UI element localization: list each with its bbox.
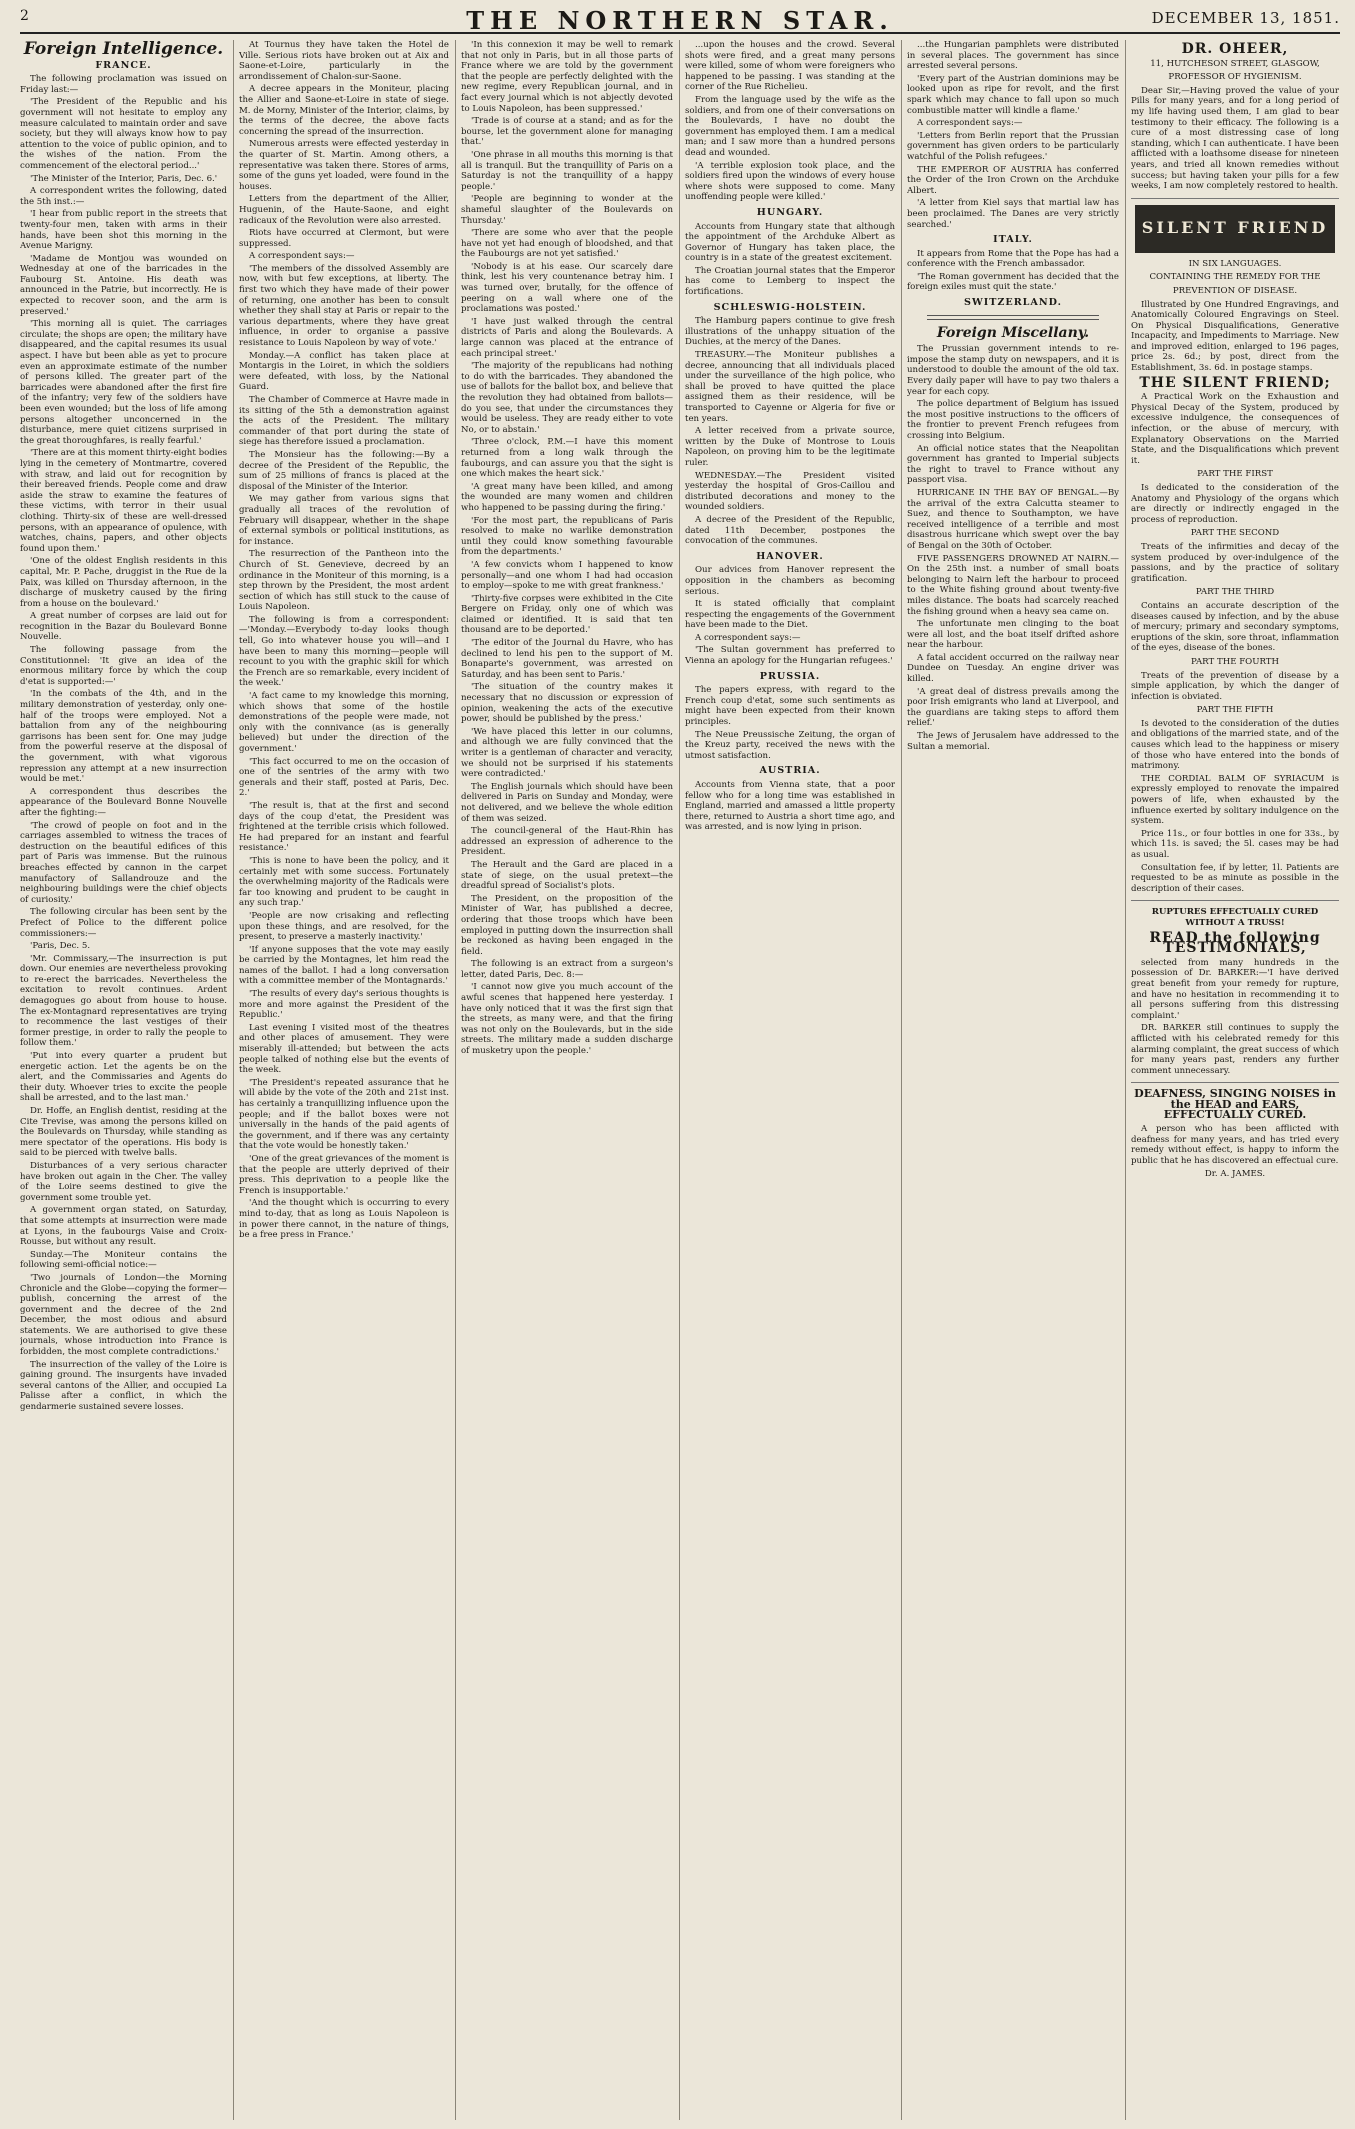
ad-body: Dear Sir,—Having proved the value of your Pills for many years, and for a long period of my life having used them, I am glad to bear testimony to their efficacy. The following is a cure of a most distressing case of long standing, which I can authenticate. I have been afflicted with a loathsome disease for nineteen years, and tried all known remedies without success; but having taken your pills for a few weeks, I am now completely restored to health. bbox=[1131, 85, 1339, 192]
paragraph: Accounts from Vienna state, that a poor fellow who for a long time was established in England, married and amassed a little property there, returned to Austria a short time ago, and was arrested, and is now lying in prison. bbox=[685, 780, 895, 833]
paragraph: Last evening I visited most of the theatres and other places of amusement. They were miserably ill-attended; but between the acts people talked of nothing else but the events of the week. bbox=[239, 1022, 449, 1076]
ad-body: Price 11s., or four bottles in one for 33s., by which 11s. is saved; the 5l. cases may be had as usual. bbox=[1131, 828, 1339, 860]
divider bbox=[1131, 900, 1339, 901]
paragraph: From the language used by the wife as the soldiers, and from one of their conversations on the Boulevards, I have no doubt the government has employed them. I am a medical man; and I saw more than a hundred persons dead and wounded. bbox=[685, 94, 895, 158]
ad-part-heading: PART THE THIRD bbox=[1195, 587, 1275, 598]
paragraph: The resurrection of the Pantheon into the Church of St. Genevieve, decreed by an ordinance in the Moniteur of this morning, is a step thrown by the President, the most ardent section of which has still stuck to the cause of Louis Napoleon. bbox=[239, 549, 449, 613]
paragraph: Accounts from Hungary state that although the appointment of the Archduke Albert as Governor of Hungary has taken place, the country is in a state of the greatest excitement. bbox=[685, 221, 895, 264]
divider bbox=[1131, 198, 1339, 199]
paragraph: ...the Hungarian pamphlets were distributed in several places. The government has since arrested several persons. bbox=[907, 40, 1119, 72]
paragraph: The Hamburg papers continue to give fresh illustrations of the unhappy situation of the Duchies, at the mercy of the Danes. bbox=[685, 316, 895, 348]
paragraph: 'Two journals of London—the Morning Chronicle and the Globe—copying the former—publish, concerning the arrest of the government and the decree of the 2nd December, the most odious and absurd statements. We are authorised to give these journals, whose introduction into France is forbidden, the most complete contradictions.' bbox=[20, 1272, 227, 1358]
paragraph: 'I hear from public report in the streets that twenty-four men, taken with arms in their hands, have been shot this morning in the Avenue Marigny. bbox=[20, 209, 227, 252]
column-rule bbox=[901, 40, 902, 2120]
column-rule bbox=[1125, 40, 1126, 2120]
paragraph: 'The editor of the Journal du Havre, who has declined to lend his pen to the support of M. Bonaparte's government, was arrested on Saturday, and has been sent to Paris.' bbox=[461, 638, 673, 680]
paragraph: It appears from Rome that the Pope has had a conference with the French ambassador. bbox=[907, 248, 1119, 270]
paragraph: TREASURY.—The Moniteur publishes a decree, announcing that all individuals placed under the surveillance of the high police, who shall be proved to have quitted the place assigned them as their residence, will be transported to Cayenne or Algeria for five or ten years. bbox=[685, 350, 895, 424]
column-4 bbox=[685, 40, 895, 2120]
paragraph: At Tournus they have taken the Hotel de Ville. Serious riots have broken out at Aix and Saone-et-Loire, particularly in the arrondissement of Chalon-sur-Saone. bbox=[239, 40, 449, 82]
country-heading: SCHLESWIG-HOLSTEIN. bbox=[713, 301, 867, 313]
paragraph: 'Paris, Dec. 5. bbox=[30, 941, 91, 952]
ad-body: selected from many hundreds in the possession of Dr. BARKER:—'I have derived great benefit from your remedy for rupture, and have no hesitation in recommending it to all persons suffering from this distressing complaint.' bbox=[1131, 957, 1339, 1021]
paragraph: Disturbances of a very serious character have broken out again in the Cher. The valley of the Loire seems destined to give the government some trouble yet. bbox=[20, 1160, 227, 1203]
paragraph: The following circular has been sent by the Prefect of Police to the different police commissioners:— bbox=[20, 907, 227, 939]
paragraph: 'People are beginning to wonder at the shameful slaughter of the Boulevards on Thursday.' bbox=[461, 194, 673, 226]
paragraph: ...upon the houses and the crowd. Several shots were fired, and a great many persons were killed, some of whom were foreigners who happened to be passing. I was standing at the corner of the Rue Richelieu. bbox=[685, 40, 895, 93]
ad-part-heading: PART THE FIFTH bbox=[1196, 705, 1274, 716]
paragraph: The President, on the proposition of the Minister of War, has published a decree, ordering that those troops which have been employed in putting down the insurrection shall be reckoned as having been engaged in the field. bbox=[461, 893, 673, 957]
paragraph: 'One of the great grievances of the moment is that the people are utterly deprived of their press. This deprivation to a people like the French is insupportable.' bbox=[239, 1153, 449, 1196]
page-number: 2 bbox=[20, 8, 29, 24]
paragraph: 'The results of every day's serious thoughts is more and more against the President of the Republic.' bbox=[239, 989, 449, 1021]
paragraph: 'Every part of the Austrian dominions may be looked upon as ripe for revolt, and the first spark which may chance to fall upon so much combustible matter will kindle a flame.' bbox=[907, 73, 1119, 116]
paragraph: 'A great many have been killed, and among the wounded are many women and children who happened to be passing during the firing.' bbox=[461, 481, 673, 513]
paragraph: 'This is none to have been the policy, and it certainly met with some success. Fortunately the overwhelming majority of the Radicals were far too knowing and prudent to be caught in any such trap.' bbox=[239, 855, 449, 909]
ad-body: Treats of the prevention of disease by a simple application, by which the danger of infection is obviated. bbox=[1131, 670, 1339, 702]
paragraph: 'Trade is of course at a stand; and as for the bourse, let the government alone for managing that.' bbox=[461, 116, 673, 148]
ad-heading: DR. OHEER, bbox=[1181, 41, 1289, 57]
paragraph: 'One phrase in all mouths this morning is that all is tranquil. But the tranquillity of Paris on a Saturday is not the tranquillity of a happy people.' bbox=[461, 149, 673, 192]
ad-heading: RUPTURES EFFECTUALLY CURED WITHOUT A TRUSS! bbox=[1151, 907, 1319, 928]
paragraph: 'A letter from Kiel says that martial law has been proclaimed. The Danes are very strictly searched.' bbox=[907, 198, 1119, 230]
paragraph: A correspondent writes the following, dated the 5th inst.:— bbox=[20, 186, 227, 207]
paragraph: A great number of corpses are laid out for recognition in the Bazar du Boulevard Bonne Nouvelle. bbox=[20, 611, 227, 643]
ad-part-heading: PART THE FOURTH bbox=[1190, 656, 1279, 667]
paragraph: A letter received from a private source, written by the Duke of Montrose to Louis Napoleon, on proving him to be the legitimate ruler. bbox=[685, 426, 895, 468]
ad-body: Treats of the infirmities and decay of the system produced by over-indulgence of the passions, and by the practice of solitary gratification. bbox=[1131, 541, 1339, 584]
ad-body: Contains an accurate description of the diseases caused by infection, and by the abuse of mercury; primary and secondary symptoms, eruptions of the skin, sore throat, inflammation of the eyes, disease of the bones. bbox=[1131, 600, 1339, 654]
paragraph: A correspondent says:— bbox=[695, 632, 801, 643]
paragraph: A correspondent says:— bbox=[917, 118, 1023, 129]
paragraph: The Herault and the Gard are placed in a state of siege, on the usual pretext—the dreadful spread of Socialist's plots. bbox=[461, 859, 673, 892]
paragraph: 'I have just walked through the central districts of Paris and along the Boulevards. A large cannon was placed at the entrance of each principal street.' bbox=[461, 316, 673, 359]
paragraph: 'The President of the Republic and his government will not hesitate to employ any measure calculated to maintain order and save society, but they will always know how to pay attention to the voice of public opinion, and to the wishes of the nation. From the commencement of the electoral period...' bbox=[20, 97, 227, 171]
paragraph: A correspondent says:— bbox=[249, 251, 355, 262]
paragraph: 'A terrible explosion took place, and the soldiers fired upon the windows of every house where shots were supposed to come. Many unoffending people were killed.' bbox=[685, 160, 895, 203]
ad-part-heading: PART THE SECOND bbox=[1190, 528, 1280, 539]
ad-body: THE CORDIAL BALM OF SYRIACUM is expressly employed to renovate the impaired powers of life, when exhausted by the influence exerted by solitary indulgence on the system. bbox=[1131, 773, 1339, 827]
country-heading: ITALY. bbox=[993, 234, 1033, 246]
paragraph: The council-general of the Haut-Rhin has addressed an expression of adherence to the President. bbox=[461, 826, 673, 858]
paragraph: 'The Minister of the Interior, Paris, Dec. 6.' bbox=[30, 173, 218, 184]
paragraph: HURRICANE IN THE BAY OF BENGAL.—By the arrival of the extra Calcutta steamer to Suez, and thence to Southampton, we have received intelligence of a terrible and most disastrous hurricane which swept over the bay of Bengal on the 30th of October. bbox=[907, 487, 1119, 551]
ad-body: A person who has been afflicted with deafness for many years, and has tried every remedy without effect, is happy to inform the public that he has discovered an effectual cure. bbox=[1131, 1124, 1339, 1166]
column-5 bbox=[907, 40, 1119, 2120]
paragraph: The Monsieur has the following:—By a decree of the President of the Republic, the sum of 25 millions of francs is placed at the disposal of the Minister of the Interior. bbox=[239, 449, 449, 492]
paragraph: The unfortunate men clinging to the boat were all lost, and the boat itself drifted ashore near the harbour. bbox=[907, 619, 1119, 651]
ad-heading: PREVENTION OF DISEASE. bbox=[1172, 285, 1298, 296]
paragraph: Our advices from Hanover represent the opposition in the chambers as becoming serious. bbox=[685, 565, 895, 597]
paragraph: The English journals which should have been delivered in Paris on Sunday and Monday, were not delivered, and we believe the whole edition of them was seized. bbox=[461, 781, 673, 824]
paragraph: The Neue Preussische Zeitung, the organ of the Kreuz party, received the news with the utmost satisfaction. bbox=[685, 729, 895, 761]
paragraph: 'The crowd of people on foot and in the carriages assembled to witness the traces of destruction on the beautiful edifices of this part of Paris was immense. But the ruinous breaches effected by cannon in the carpet manufactory of Sallandrouze and the neighbouring buildings were the chief objects of curiosity.' bbox=[20, 820, 227, 905]
paragraph: Numerous arrests were effected yesterday in the quarter of St. Martin. Among others, a representative was taken there. Stores of arms, some of the guns yet loaded, were found in the houses. bbox=[239, 139, 449, 192]
ad-part-heading: PART THE FIRST bbox=[1197, 469, 1273, 480]
country-heading: FRANCE. bbox=[95, 59, 152, 71]
country-heading: PRUSSIA. bbox=[759, 670, 821, 682]
country-heading: SWITZERLAND. bbox=[964, 297, 1062, 309]
paragraph: The following is from a correspondent:—'Monday.—Everybody to-day looks though tell, Go into whatever house you will—and I have been to many this morning—people will recount to you with the graphic skill for which the French are so remarkable, every incident of the week.' bbox=[239, 614, 449, 689]
paragraph: 'The situation of the country makes it necessary that no discussion or expression of opinion, weakening the acts of the executive power, should be published by the press.' bbox=[461, 682, 673, 725]
paragraph: 'The Roman government has decided that the foreign exiles must quit the state.' bbox=[907, 271, 1119, 293]
paragraph: A fatal accident occurred on the railway near Dundee on Tuesday. An engine driver was killed. bbox=[907, 652, 1119, 685]
paragraph: 'In this connexion it may be well to remark that not only in Paris, but in all those parts of France where we are told by the government that the people are perfectly delighted with the new regime, every Republican journal, and in fact every journal which is not abjectly devoted to Louis Napoleon, has been suppressed.' bbox=[461, 40, 673, 114]
column-rule bbox=[679, 40, 680, 2120]
ad-address: 11, HUTCHESON STREET, GLASGOW, bbox=[1150, 58, 1320, 69]
silent-friend-banner: SILENT FRIEND bbox=[1135, 205, 1335, 253]
paragraph: 'People are now crisaking and reflecting upon these things, and are resolved, for the present, to preserve a masterly inactivity.' bbox=[239, 910, 449, 943]
country-heading: AUSTRIA. bbox=[759, 765, 821, 777]
divider bbox=[927, 315, 1099, 320]
paragraph: 'The result is, that at the first and second days of the coup d'etat, the President was frightened at the terrible crisis which followed. He had prepared for an instant and fearful resistance.' bbox=[239, 800, 449, 854]
paragraph: FIVE PASSENGERS DROWNED AT NAIRN.—On the 25th inst. a number of small boats belonging to Nairn left the harbour to proceed to the White fishing ground about twenty-five miles distance. The boats had scarcely reached the fishing ground when a heavy sea came on. bbox=[907, 553, 1119, 617]
column-rule bbox=[233, 40, 234, 2120]
paragraph: The following passage from the Constitutionnel: 'It give an idea of the enormous military force by which the coup d'etat is supported:—' bbox=[20, 645, 227, 687]
paragraph: WEDNESDAY.—The President visited yesterday the hospital of Gros-Caillou and distributed decorations and money to the wounded soldiers. bbox=[685, 470, 895, 513]
paragraph: THE EMPEROR OF AUSTRIA has conferred the Order of the Iron Crown on the Archduke Albert. bbox=[907, 164, 1119, 196]
ad-signature: Dr. A. JAMES. bbox=[1204, 1169, 1266, 1180]
paragraph: Letters from the department of the Allier, Huguenin, of the Haute-Saone, and eight radicaux of the Revolution were also arrested. bbox=[239, 194, 449, 226]
section-heading: Foreign Miscellany. bbox=[936, 324, 1090, 341]
paragraph: 'Three o'clock, P.M.—I have this moment returned from a long walk through the faubourgs, and can assure you that the sight is one which makes the heart sick.' bbox=[461, 437, 673, 480]
paragraph: The papers express, with regard to the French coup d'etat, some such sentiments as might have been expected from their known principles. bbox=[685, 685, 895, 728]
ad-body: A Practical Work on the Exhaustion and Physical Decay of the System, produced by excessive indulgence, the consequences of infection, or the abuse of mercury, with Explanatory Observations on the Married State, and the Disqualifications which prevent it. bbox=[1131, 392, 1339, 466]
paragraph: The following proclamation was issued on Friday last:— bbox=[20, 74, 227, 95]
paragraph: 'This fact occurred to me on the occasion of one of the sentries of the army with two generals and their staff, posted at Paris, Dec. 2.' bbox=[239, 756, 449, 799]
newspaper-title: THE NORTHERN STAR. bbox=[466, 6, 894, 35]
paragraph: 'One of the oldest English residents in this capital, Mr. P. Pache, druggist in the Rue de la Paix, was killed on Thursday afternoon, in the discharge of musketry caused by the firing from a house on the boulevard.' bbox=[20, 556, 227, 609]
paragraph: 'The President's repeated assurance that he will abide by the vote of the 20th and 21st inst. has certainly a tranquillizing influence upon the people; and if the ballot boxes were not universally in the hands of the paid agents of the government, and if there was any certainty that the vote would be honestly taken.' bbox=[239, 1077, 449, 1152]
paragraph: The insurrection of the valley of the Loire is gaining ground. The insurgents have invaded several cantons of the Allier, and occupied La Palisse after a conflict, in which the gendarmerie sustained severe losses. bbox=[20, 1359, 227, 1413]
ad-title: THE SILENT FRIEND; bbox=[1139, 374, 1331, 391]
paragraph: 'A fact came to my knowledge this morning, which shows that some of the hostile demonstrations of the people were made, not only with the connivance (as is generally believed) but under the direction of the government.' bbox=[239, 691, 449, 754]
ad-body: Illustrated by One Hundred Engravings, and Anatomically Coloured Engravings on Steel. On Physical Disqualifications, Generative Incapacity, and Impediments to Marriage. New and improved edition, enlarged to 196 pages, price 2s. 6d.; by post, direct from the Establishment, 3s. 6d. in postage stamps. bbox=[1131, 299, 1339, 374]
ad-heading: CONTAINING THE REMEDY FOR THE bbox=[1149, 272, 1321, 283]
paragraph: A government organ stated, on Saturday, that some attempts at insurrection were made at Lyons, in the faubourgs Vaise and Croix-Rousse, but without any result. bbox=[20, 1205, 227, 1248]
paragraph: The Jews of Jerusalem have addressed to the Sultan a memorial. bbox=[907, 731, 1119, 752]
paragraph: 'A few convicts whom I happened to know personally—and one whom I had had occasion to employ—spoke to me with great frankness.' bbox=[461, 559, 673, 592]
paragraph: 'Nobody is at his ease. Our scarcely dare think, lest his very countenance betray him. I was turned over, brutally, for the offence of peering on a wall where one of the proclamations was posted.' bbox=[461, 261, 673, 315]
paragraph: 'For the most part, the republicans of Paris resolved to make no warlike demonstration until they could know something favourable from the departments.' bbox=[461, 515, 673, 558]
paragraph: 'Madame de Montjou was wounded on Wednesday at one of the barricades in the Faubourg St. Antoine. His death was announced in the Patrie, but incorrectly. He is expected to recover soon, and the arm is preserved.' bbox=[20, 253, 227, 317]
column-2 bbox=[239, 40, 449, 2120]
paragraph: The Prussian government intends to re-impose the stamp duty on newspapers, and it is understood to double the amount of the old tax. Every daily paper will have to pay two thalers a year for each copy. bbox=[907, 344, 1119, 397]
paragraph: 'A great deal of distress prevails among the poor Irish emigrants who land at Liverpool, and the guardians are taking steps to afford them relief.' bbox=[907, 686, 1119, 729]
paragraph: Riots have occurred at Clermont, but were suppressed. bbox=[239, 228, 449, 249]
paragraph: 'The Sultan government has preferred to Vienna an apology for the Hungarian refugees.' bbox=[685, 645, 895, 667]
ad-body: Is dedicated to the consideration of the Anatomy and Physiology of the organs which are directly or indirectly engaged in the process of reproduction. bbox=[1131, 483, 1339, 525]
paragraph: The Chamber of Commerce at Havre made in its sitting of the 5th a demonstration against the acts of the President. The military commander of that port during the state of siege has therefore issued a proclamation. bbox=[239, 395, 449, 448]
ad-title: READ the following TESTIMONIALS, bbox=[1149, 929, 1321, 957]
paragraph: 'Thirty-five corpses were exhibited in the Cite Bergere on Friday, only one of which was claimed or identified. It is said that ten thousand are to be deported.' bbox=[461, 593, 673, 636]
paragraph: Monday.—A conflict has taken place at Montargis in the Loiret, in which the soldiers were defeated, with loss, by the National Guard. bbox=[239, 350, 449, 393]
column-6-advertisements bbox=[1131, 40, 1339, 2120]
paragraph: The following is an extract from a surgeon's letter, dated Paris, Dec. 8:— bbox=[461, 959, 673, 980]
paragraph: 'I cannot now give you much account of the awful scenes that happened here yesterday. I have only noticed that it was the first sign that the streets, as many were, and that the firing was not only on the Boulevards, but in the side streets. The military made a sudden discharge of musketry upon the people.' bbox=[461, 982, 673, 1057]
paragraph: An official notice states that the Neapolitan government has granted to Imperial subjects the right to travel to France without any passport visa. bbox=[907, 443, 1119, 486]
divider bbox=[1131, 1082, 1339, 1083]
column-3 bbox=[461, 40, 673, 2120]
ad-body: Is devoted to the consideration of the duties and obligations of the married state, and of the causes which lead to the happiness or misery of those who have entered into the bonds of matrimony. bbox=[1131, 718, 1339, 772]
paragraph: 'There are some who aver that the people have not yet had enough of bloodshed, and that the Faubourgs are not yet satisfied.' bbox=[461, 228, 673, 260]
paragraph: 'We have placed this letter in our columns, and although we are fully convinced that the writer is a gentleman of character and veracity, we should not be surprised if his statements were contradicted.' bbox=[461, 726, 673, 780]
paragraph: A decree of the President of the Republic, dated 11th December, postpones the convocation of the communes. bbox=[685, 514, 895, 547]
paragraph: It is stated officially that complaint respecting the engagements of the Government have been made to the Diet. bbox=[685, 599, 895, 631]
column-rule bbox=[455, 40, 456, 2120]
country-heading: HUNGARY. bbox=[756, 206, 824, 218]
paragraph: 'And the thought which is occurring to every mind to-day, that as long as Louis Napoleon is in power there cannot, in the nature of things, be a free press in France.' bbox=[239, 1198, 449, 1241]
paragraph: Dr. Hoffe, an English dentist, residing at the Cite Trevise, was among the persons killed on the Boulevards on Thursday, while standing as mere spectator of the operations. His body is said to be pierced with twelve balls. bbox=[20, 1106, 227, 1159]
ad-body: DR. BARKER still continues to supply the afflicted with his celebrated remedy for this alarming complaint, the great success of which for many years past, renders any further comment unnecessary. bbox=[1131, 1023, 1339, 1076]
paragraph: A correspondent thus describes the appearance of the Boulevard Bonne Nouvelle after the fighting:— bbox=[20, 786, 227, 818]
paragraph: 'Put into every quarter a prudent but energetic action. Let the agents be on the alert, and the Commissaries and Agents do their duty. Whoever tries to excite the people shall be arrested, and to the last man.' bbox=[20, 1051, 227, 1104]
section-heading: Foreign Intelligence. bbox=[23, 40, 224, 59]
country-heading: HANOVER. bbox=[756, 550, 824, 562]
ad-subtitle: PROFESSOR OF HYGIENISM. bbox=[1168, 72, 1302, 83]
paragraph: 'Mr. Commissary,—The insurrection is put down. Our enemies are nevertheless provoking to re-erect the barricades. Nevertheless the excitation to revolt continues. Ardent demagogues go about from house to house. The ex-Montagnard representatives are trying to recommence the last vestiges of their former prestige, in order to rally the people to follow them.' bbox=[20, 953, 227, 1049]
paragraph: The Croatian journal states that the Emperor has come to Lemberg to inspect the fortifications. bbox=[685, 265, 895, 298]
paragraph: A decree appears in the Moniteur, placing the Allier and Saone-et-Loire in state of siege. M. de Morny, Minister of the Interior, claims, by the terms of the decree, the above facts concerning the spread of the insurrection. bbox=[239, 84, 449, 137]
issue-date: DECEMBER 13, 1851. bbox=[1151, 9, 1340, 27]
paragraph: 'Letters from Berlin report that the Prussian government has given orders to be particularly watchful of the Polish refugees.' bbox=[907, 130, 1119, 162]
paragraph: 'The majority of the republicans had nothing to do with the barricades. They abandoned the use of ballots for the ballot box, and believe that the revolution they had obtained from ballots—do you see, that under the circumstances they would be useless. They are ready either to vote No, or to abstain.' bbox=[461, 361, 673, 435]
paragraph: 'If anyone supposes that the vote may easily be carried by the Montagnes, let him read the names of the ballot. I had a long conversation with a committee member of the Montagnards.' bbox=[239, 944, 449, 987]
paragraph: 'In the combats of the 4th, and in the military demonstration of yesterday, only one-half of the troops were employed. Not a battalion from any of the neighbouring garrisons has been sent for. One may judge from the powerful reserve at the disposal of the government, with what vigorous repression any attempt at a new insurrection would be met.' bbox=[20, 689, 227, 785]
paragraph: The police department of Belgium has issued the most positive instructions to the officers of the frontier to prevent French refugees from crossing into Belgium. bbox=[907, 399, 1119, 441]
paragraph: We may gather from various signs that gradually all traces of the revolution of February will disappear, whether in the shape of external symbols or political institutions, as for instance. bbox=[239, 494, 449, 547]
ad-body: Consultation fee, if by letter, 1l. Patients are requested to be as minute as possible in the description of their cases. bbox=[1131, 862, 1339, 894]
masthead bbox=[20, 6, 1340, 34]
paragraph: 'The members of the dissolved Assembly are now, with but few exceptions, at liberty. The first two which they have made of their power of returning, one another has been to consult whether they shall stay at Paris or repair to the various departments, where they have great influence, in order to organise a passive resistance to Louis Napoleon by way of vote.' bbox=[239, 263, 449, 349]
ad-heading: DEAFNESS, SINGING NOISES in the HEAD and EARS, EFFECTUALLY CURED. bbox=[1134, 1087, 1336, 1122]
paragraph: Sunday.—The Moniteur contains the following semi-official notice:— bbox=[20, 1249, 227, 1271]
ad-subtitle: IN SIX LANGUAGES. bbox=[1188, 258, 1282, 269]
paragraph: 'There are at this moment thirty-eight bodies lying in the cemetery of Montmartre, covered with straw, and laid out for recognition by their bereaved friends. People come and draw aside the straw to examine the features of these victims, with terror in their usual clothing. Thirty-six of these are well-dressed persons, with an appearance of opulence, with watches, chains, papers, and other objects found upon them.' bbox=[20, 448, 227, 554]
column-1 bbox=[20, 40, 227, 2120]
paragraph: 'This morning all is quiet. The carriages circulate; the shops are open; the military have disappeared, and the capital resumes its usual aspect. I have but been able as yet to procure even an approximate estimate of the number of persons killed. The greater part of the barricades were abandoned after the first fire of the infantry; very few of the soldiers have been even wounded; but the loss of life among persons altogether unconcerned in the disturbance, mere quiet citizens surprised in the great thoroughfares, is really fearful.' bbox=[20, 319, 227, 446]
